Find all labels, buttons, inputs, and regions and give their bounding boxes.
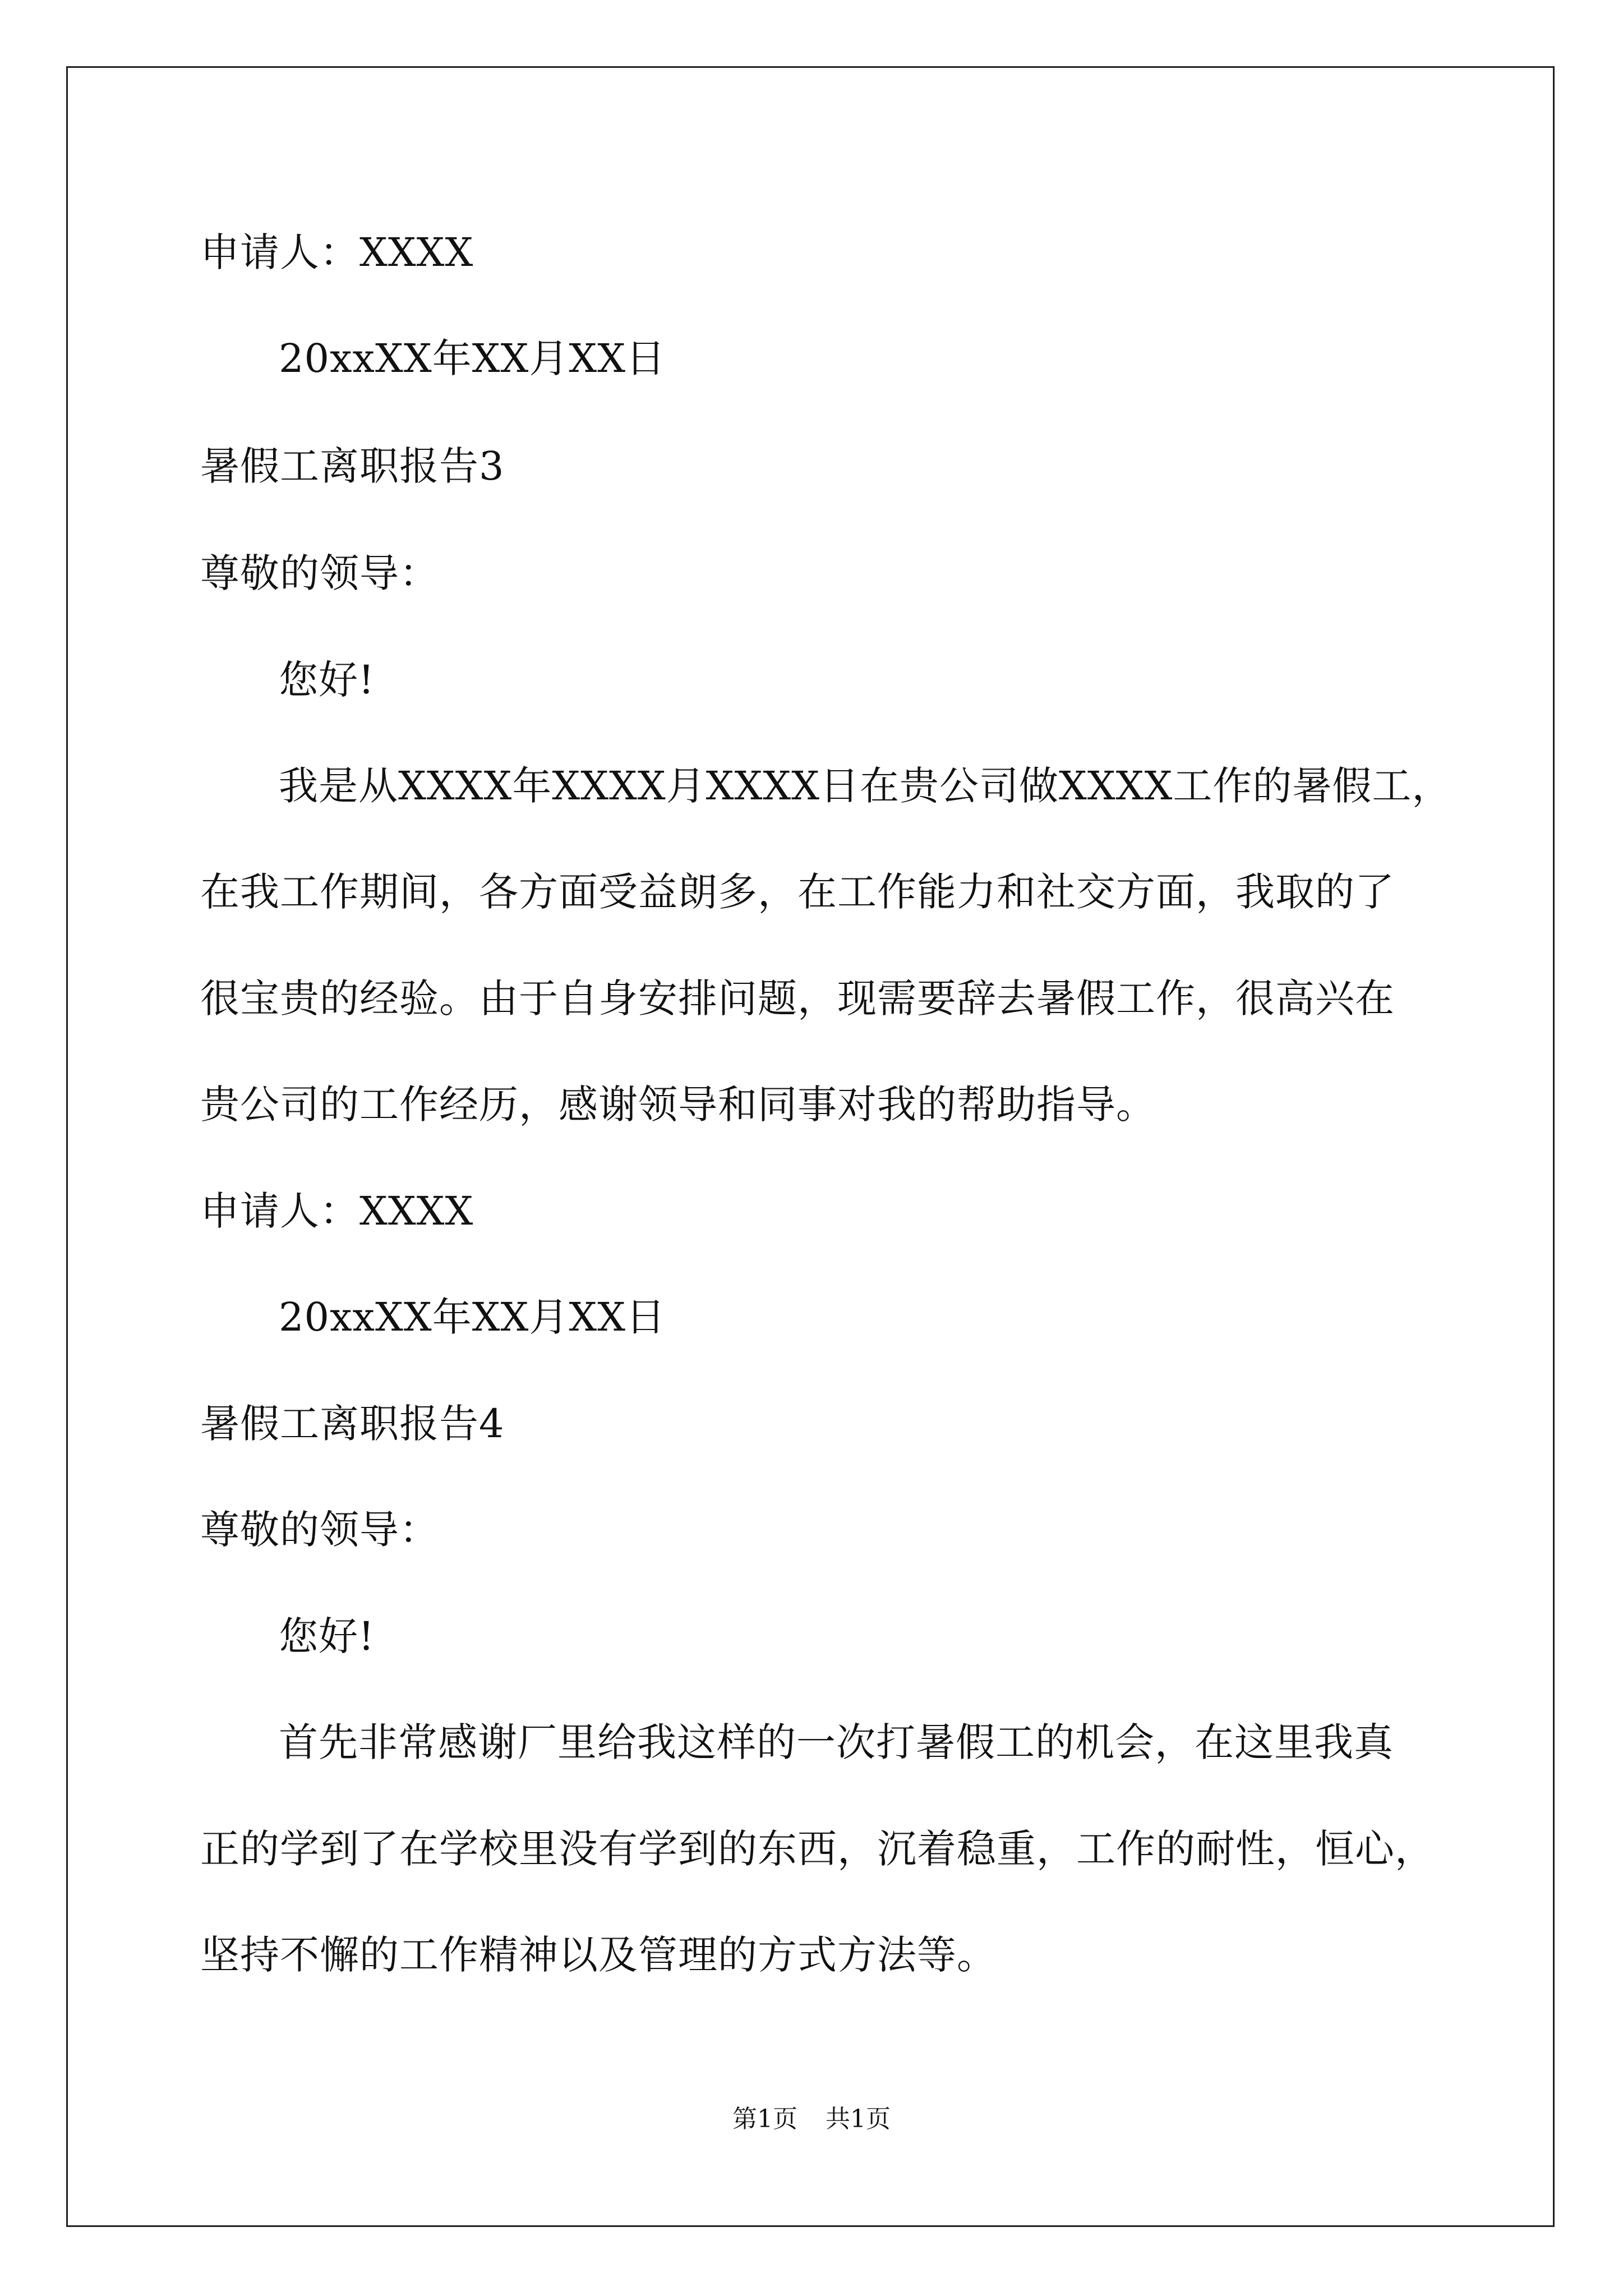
greeting: 您好! (279, 657, 375, 703)
body-paragraph-line: 很宝贵的经验。由于自身安排问题，现需要辞去暑假工作，很高兴在 (200, 976, 1395, 1022)
applicant-line: 申请人：XXXX (200, 229, 474, 275)
report-title-4: 暑假工离职报告4 (200, 1401, 505, 1447)
body-paragraph-line: 坚持不懈的工作精神以及管理的方式方法等。 (200, 1932, 997, 1978)
page-frame (66, 66, 1555, 2227)
salutation: 尊敬的领导： (200, 1507, 439, 1553)
page-total: 共1页 (826, 2105, 891, 2133)
body-paragraph-line: 贵公司的工作经历，感谢领导和同事对我的帮助指导。 (200, 1082, 1156, 1128)
report-title-3: 暑假工离职报告3 (200, 443, 505, 489)
date-line: 20xxXX年XX月XX日 (279, 335, 666, 381)
greeting: 您好! (279, 1613, 375, 1659)
body-paragraph-line: 我是从XXXX年XXXX月XXXX日在贵公司做XXXX工作的暑假工， (279, 763, 1452, 809)
applicant-line: 申请人：XXXX (200, 1188, 474, 1234)
date-line: 20xxXX年XX月XX日 (279, 1294, 666, 1340)
body-paragraph-line: 首先非常感谢厂里给我这样的一次打暑假工的机会，在这里我真 (279, 1719, 1394, 1765)
page-footer (0, 2102, 1623, 2136)
page-number: 第1页 (732, 2105, 797, 2133)
body-paragraph-line: 正的学到了在学校里没有学到的东西，沉着稳重，工作的耐性，恒心， (200, 1826, 1435, 1872)
body-paragraph-line: 在我工作期间，各方面受益朗多，在工作能力和社交方面，我取的了 (200, 869, 1395, 915)
salutation: 尊敬的领导： (200, 550, 439, 596)
